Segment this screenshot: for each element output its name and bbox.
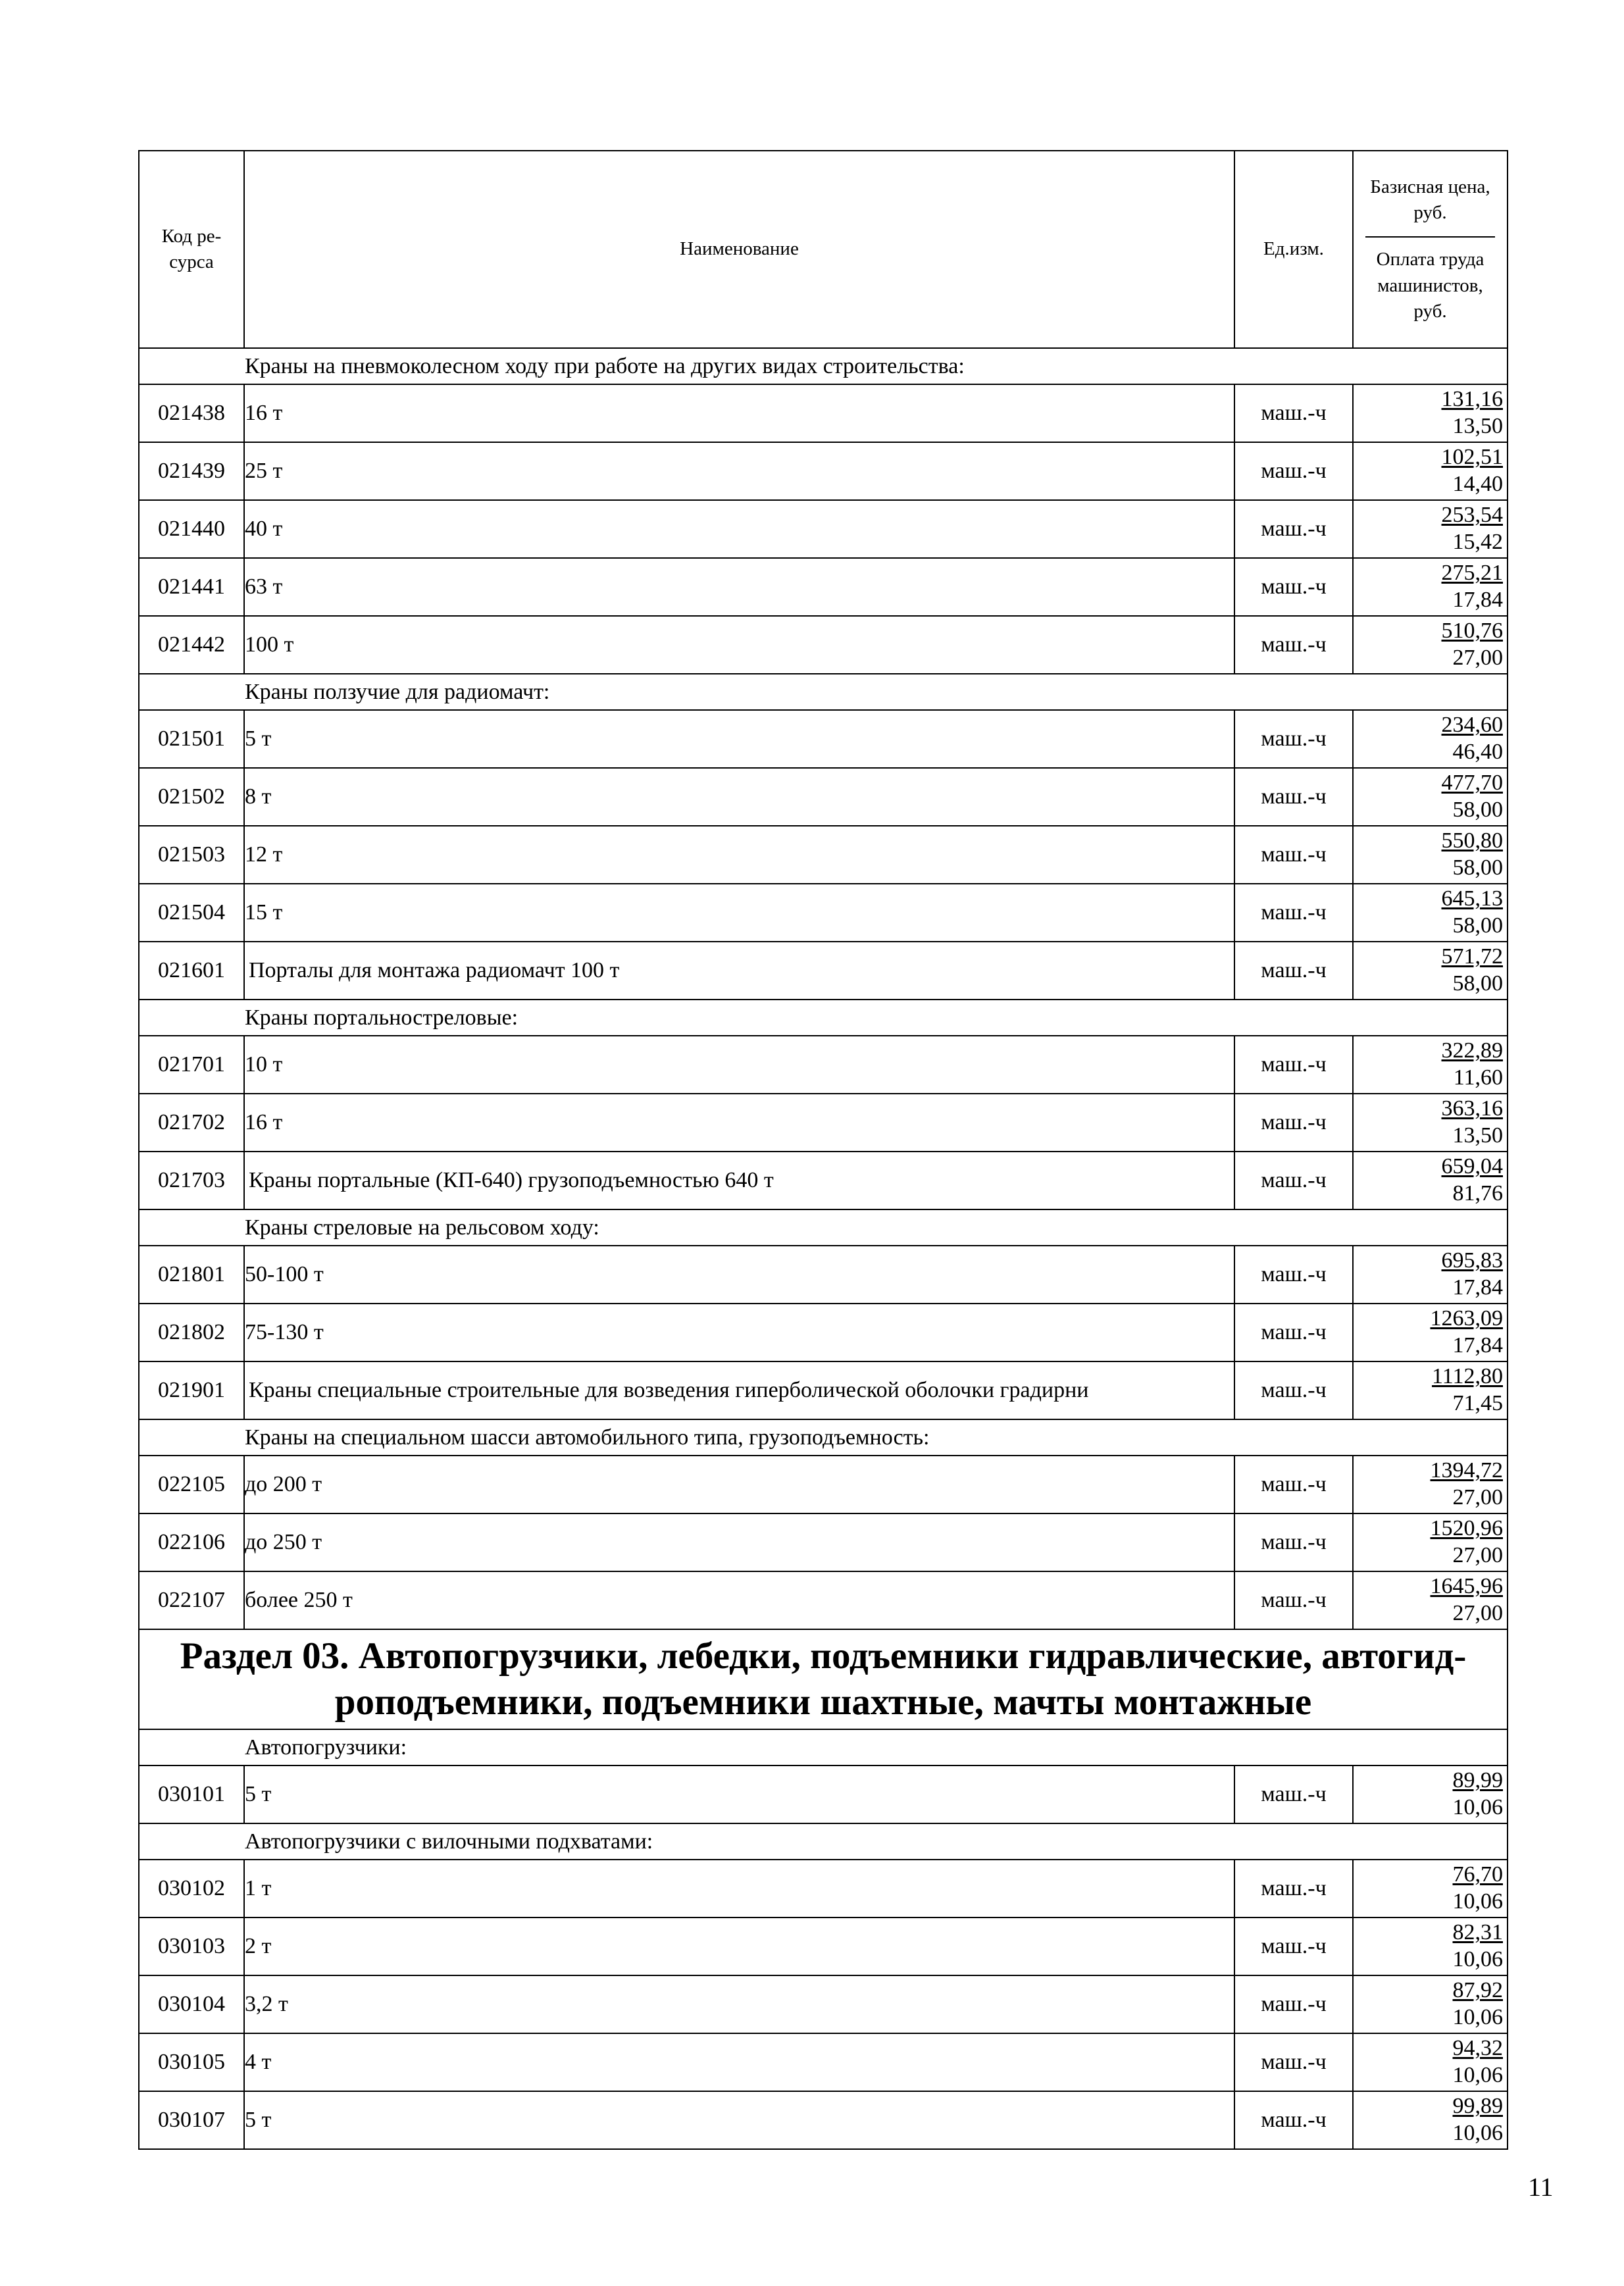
resource-code: 021502	[139, 768, 244, 826]
table-row	[139, 1513, 1508, 1571]
unit-of-measure: маш.-ч	[1234, 616, 1353, 674]
operator-wage: 58,00	[1452, 855, 1503, 880]
group-header-row	[139, 1729, 1508, 1765]
group-header-row	[139, 348, 1508, 384]
table-row	[139, 1918, 1508, 1975]
table-row	[139, 1036, 1508, 1094]
resource-code: 030107	[139, 2091, 244, 2149]
operator-wage: 27,00	[1452, 1485, 1503, 1510]
base-price: 695,83	[1441, 1248, 1503, 1273]
unit-of-measure: маш.-ч	[1234, 1513, 1353, 1571]
resource-price-table	[138, 150, 1508, 2150]
unit-of-measure: маш.-ч	[1234, 1571, 1353, 1629]
price-cell	[1353, 558, 1508, 616]
base-price: 82,31	[1452, 1920, 1503, 1945]
resource-name: 1 т	[244, 1860, 1234, 1918]
header-operator-wage: Оплата труда машинистов, руб.	[1376, 249, 1484, 322]
header-code: Код ре- сурса	[139, 151, 244, 348]
resource-name: 3,2 т	[244, 1975, 1234, 2033]
price-cell	[1353, 1456, 1508, 1513]
unit-of-measure: маш.-ч	[1234, 1152, 1353, 1209]
unit-of-measure: маш.-ч	[1234, 2091, 1353, 2149]
operator-wage: 10,06	[1452, 2005, 1503, 2029]
operator-wage: 46,40	[1452, 740, 1503, 764]
table-row	[139, 616, 1508, 674]
base-price: 102,51	[1441, 445, 1503, 470]
operator-wage: 10,06	[1452, 2121, 1503, 2145]
resource-code: 021442	[139, 616, 244, 674]
resource-name: 5 т	[244, 1765, 1234, 1823]
table-row	[139, 710, 1508, 768]
table-row	[139, 942, 1508, 1000]
operator-wage: 13,50	[1452, 1123, 1503, 1148]
resource-code: 021504	[139, 884, 244, 942]
resource-name: 2 т	[244, 1918, 1234, 1975]
resource-code: 021801	[139, 1246, 244, 1304]
base-price: 89,99	[1452, 1768, 1503, 1793]
price-cell	[1353, 1860, 1508, 1918]
base-price: 550,80	[1441, 828, 1503, 853]
price-cell	[1353, 826, 1508, 884]
table-row	[139, 1456, 1508, 1513]
base-price: 571,72	[1441, 944, 1503, 969]
resource-code: 021501	[139, 710, 244, 768]
price-cell	[1353, 1571, 1508, 1629]
resource-name: 5 т	[244, 710, 1234, 768]
resource-name: 50-100 т	[244, 1246, 1234, 1304]
operator-wage: 15,42	[1452, 530, 1503, 554]
unit-of-measure: маш.-ч	[1234, 1094, 1353, 1152]
price-cell	[1353, 384, 1508, 442]
group-header-row	[139, 1823, 1508, 1860]
resource-name: 16 т	[244, 1094, 1234, 1152]
resource-code: 030104	[139, 1975, 244, 2033]
table-row	[139, 1765, 1508, 1823]
price-cell	[1353, 1036, 1508, 1094]
header-price	[1353, 151, 1508, 348]
resource-name: 4 т	[244, 2033, 1234, 2091]
price-cell	[1353, 1304, 1508, 1361]
price-cell	[1353, 1765, 1508, 1823]
group-title: Краны на специальном шасси автомобильного типа, грузоподъемность:	[139, 1419, 1508, 1456]
resource-code: 021802	[139, 1304, 244, 1361]
operator-wage: 81,76	[1452, 1181, 1503, 1206]
operator-wage: 71,45	[1452, 1391, 1503, 1415]
base-price: 363,16	[1441, 1096, 1503, 1121]
table-row	[139, 442, 1508, 500]
resource-name: до 250 т	[244, 1513, 1234, 1571]
unit-of-measure: маш.-ч	[1234, 558, 1353, 616]
resource-code: 021503	[139, 826, 244, 884]
unit-of-measure: маш.-ч	[1234, 1304, 1353, 1361]
unit-of-measure: маш.-ч	[1234, 2033, 1353, 2091]
operator-wage: 11,60	[1453, 1065, 1503, 1090]
price-cell	[1353, 1918, 1508, 1975]
base-price: 322,89	[1441, 1038, 1503, 1063]
price-cell	[1353, 1975, 1508, 2033]
table-row	[139, 500, 1508, 558]
base-price: 1645,96	[1430, 1574, 1503, 1599]
unit-of-measure: маш.-ч	[1234, 942, 1353, 1000]
operator-wage: 17,84	[1452, 1275, 1503, 1300]
resource-name: 16 т	[244, 384, 1234, 442]
price-cell	[1353, 710, 1508, 768]
operator-wage: 13,50	[1452, 414, 1503, 438]
unit-of-measure: маш.-ч	[1234, 384, 1353, 442]
resource-code: 021901	[139, 1361, 244, 1419]
base-price: 659,04	[1441, 1154, 1503, 1179]
base-price: 99,89	[1452, 2094, 1503, 2119]
price-cell	[1353, 1246, 1508, 1304]
resource-name: до 200 т	[244, 1456, 1234, 1513]
table-row	[139, 826, 1508, 884]
operator-wage: 58,00	[1452, 971, 1503, 996]
resource-code: 021701	[139, 1036, 244, 1094]
page-number: 11	[1528, 2172, 1554, 2202]
table-row	[139, 1094, 1508, 1152]
group-header-row	[139, 1000, 1508, 1036]
unit-of-measure: маш.-ч	[1234, 442, 1353, 500]
resource-name: 75-130 т	[244, 1304, 1234, 1361]
resource-name: 12 т	[244, 826, 1234, 884]
unit-of-measure: маш.-ч	[1234, 826, 1353, 884]
resource-code: 021441	[139, 558, 244, 616]
resource-name: 100 т	[244, 616, 1234, 674]
base-price: 76,70	[1452, 1862, 1503, 1887]
resource-code: 030101	[139, 1765, 244, 1823]
resource-code: 021702	[139, 1094, 244, 1152]
price-cell	[1353, 616, 1508, 674]
base-price: 234,60	[1441, 713, 1503, 738]
section-heading-row	[139, 1629, 1508, 1729]
operator-wage: 27,00	[1452, 1601, 1503, 1625]
table-row	[139, 384, 1508, 442]
table-row	[139, 558, 1508, 616]
resource-name: 40 т	[244, 500, 1234, 558]
base-price: 1263,09	[1430, 1306, 1503, 1331]
operator-wage: 10,06	[1452, 1947, 1503, 1971]
table-header-row	[139, 151, 1508, 348]
group-title: Автопогрузчики:	[139, 1729, 1508, 1765]
resource-code: 021703	[139, 1152, 244, 1209]
table-row	[139, 1361, 1508, 1419]
resource-name: Краны специальные строительные для возведения гиперболической оболочки градирни	[244, 1361, 1234, 1419]
table-row	[139, 768, 1508, 826]
base-price: 253,54	[1441, 503, 1503, 528]
resource-name: 63 т	[244, 558, 1234, 616]
base-price: 645,13	[1441, 886, 1503, 911]
group-title: Краны портальностреловые:	[139, 1000, 1508, 1036]
resource-code: 030102	[139, 1860, 244, 1918]
group-title: Краны на пневмоколесном ходу при работе на других видах строительства:	[139, 348, 1508, 384]
unit-of-measure: маш.-ч	[1234, 1361, 1353, 1419]
resource-code: 030105	[139, 2033, 244, 2091]
price-cell	[1353, 768, 1508, 826]
operator-wage: 58,00	[1452, 913, 1503, 938]
base-price: 1112,80	[1432, 1364, 1503, 1389]
operator-wage: 58,00	[1452, 798, 1503, 822]
resource-name: 25 т	[244, 442, 1234, 500]
unit-of-measure: маш.-ч	[1234, 768, 1353, 826]
group-header-row	[139, 1419, 1508, 1456]
group-header-row	[139, 1209, 1508, 1246]
unit-of-measure: маш.-ч	[1234, 1918, 1353, 1975]
table-row	[139, 884, 1508, 942]
price-cell	[1353, 1361, 1508, 1419]
price-cell	[1353, 2033, 1508, 2091]
operator-wage: 10,06	[1452, 2063, 1503, 2087]
base-price: 131,16	[1441, 387, 1503, 412]
operator-wage: 27,00	[1452, 646, 1503, 670]
resource-name: 5 т	[244, 2091, 1234, 2149]
operator-wage: 14,40	[1452, 472, 1503, 496]
table-row	[139, 1975, 1508, 2033]
base-price: 275,21	[1441, 561, 1503, 586]
operator-wage: 27,00	[1452, 1543, 1503, 1567]
unit-of-measure: маш.-ч	[1234, 1765, 1353, 1823]
table-row	[139, 1246, 1508, 1304]
unit-of-measure: маш.-ч	[1234, 1036, 1353, 1094]
table-row	[139, 1152, 1508, 1209]
table-row	[139, 1304, 1508, 1361]
price-cell	[1353, 442, 1508, 500]
group-title: Краны стреловые на рельсовом ходу:	[139, 1209, 1508, 1246]
group-header-row	[139, 674, 1508, 710]
group-title: Краны ползучие для радиомачт:	[139, 674, 1508, 710]
resource-code: 022106	[139, 1513, 244, 1571]
operator-wage: 10,06	[1452, 1889, 1503, 1914]
base-price: 510,76	[1441, 619, 1503, 644]
unit-of-measure: маш.-ч	[1234, 1975, 1353, 2033]
header-base-price: Базисная цена, руб.	[1365, 174, 1495, 238]
price-cell	[1353, 1513, 1508, 1571]
price-cell	[1353, 2091, 1508, 2149]
price-cell	[1353, 942, 1508, 1000]
table-row	[139, 1860, 1508, 1918]
table-row	[139, 2033, 1508, 2091]
operator-wage: 10,06	[1452, 1795, 1503, 1819]
resource-code: 021438	[139, 384, 244, 442]
operator-wage: 17,84	[1452, 588, 1503, 612]
resource-code: 021440	[139, 500, 244, 558]
resource-code: 030103	[139, 1918, 244, 1975]
unit-of-measure: маш.-ч	[1234, 500, 1353, 558]
base-price: 87,92	[1452, 1978, 1503, 2003]
resource-code: 022107	[139, 1571, 244, 1629]
unit-of-measure: маш.-ч	[1234, 884, 1353, 942]
price-cell	[1353, 500, 1508, 558]
table-row	[139, 2091, 1508, 2149]
price-cell	[1353, 1094, 1508, 1152]
unit-of-measure: маш.-ч	[1234, 710, 1353, 768]
price-cell	[1353, 1152, 1508, 1209]
group-title: Автопогрузчики с вилочными подхватами:	[139, 1823, 1508, 1860]
base-price: 1520,96	[1430, 1516, 1503, 1541]
resource-code: 022105	[139, 1456, 244, 1513]
table-row	[139, 1571, 1508, 1629]
unit-of-measure: маш.-ч	[1234, 1246, 1353, 1304]
resource-code: 021439	[139, 442, 244, 500]
resource-name: 15 т	[244, 884, 1234, 942]
header-name: Наименование	[244, 151, 1234, 348]
resource-name: 10 т	[244, 1036, 1234, 1094]
resource-name: более 250 т	[244, 1571, 1234, 1629]
resource-name: Порталы для монтажа радиомачт 100 т	[244, 942, 1234, 1000]
unit-of-measure: маш.-ч	[1234, 1456, 1353, 1513]
header-unit: Ед.изм.	[1234, 151, 1353, 348]
price-cell	[1353, 884, 1508, 942]
resource-name: 8 т	[244, 768, 1234, 826]
resource-code: 021601	[139, 942, 244, 1000]
base-price: 94,32	[1452, 2036, 1503, 2061]
unit-of-measure: маш.-ч	[1234, 1860, 1353, 1918]
resource-name: Краны портальные (КП-640) грузоподъемностью 640 т	[244, 1152, 1234, 1209]
base-price: 477,70	[1441, 771, 1503, 796]
base-price: 1394,72	[1430, 1458, 1503, 1483]
operator-wage: 17,84	[1452, 1333, 1503, 1358]
section-title: Раздел 03. Автопогрузчики, лебедки, подъемники гидравлические, автогид-роподъемники, подъемники шахтные, мачты монтажные	[139, 1629, 1508, 1729]
